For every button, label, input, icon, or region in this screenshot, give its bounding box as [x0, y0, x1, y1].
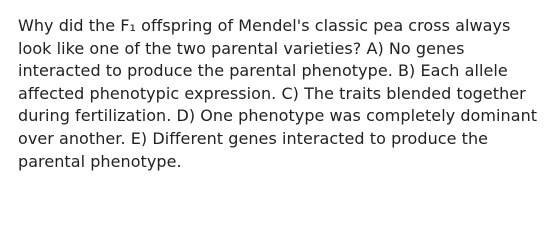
question-line: parental phenotype.: [18, 151, 182, 171]
question-line: Why did the F₁ offspring of Mendel's classic pea cross always: [18, 16, 511, 35]
question-line: interacted to produce the parental phenotype. B) Each allele: [18, 61, 508, 81]
question-line: over another. E) Different genes interacted to produce the: [18, 128, 489, 148]
question-line: affected phenotypic expression. C) The traits blended together: [18, 83, 526, 103]
question-line: look like one of the two parental varieties? A) No genes: [18, 38, 465, 58]
question-text: [18, 15, 548, 173]
question-line: during fertilization. D) One phenotype was completely dominant: [18, 106, 538, 126]
